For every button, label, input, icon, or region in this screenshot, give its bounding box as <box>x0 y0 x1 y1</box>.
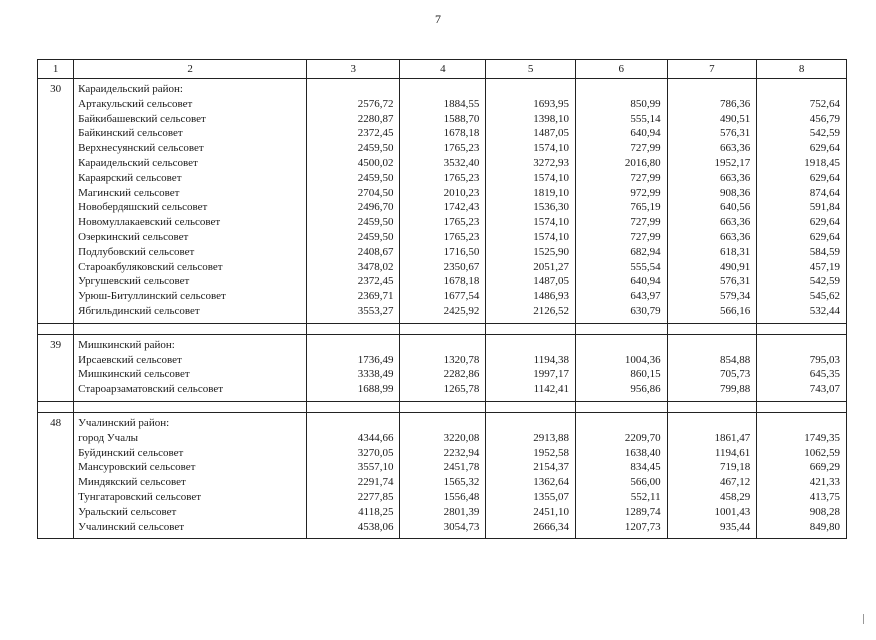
value-column-4 <box>400 412 486 538</box>
page-number: 7 <box>435 12 441 26</box>
settlement-name: Мансуровский сельсовет <box>78 461 196 474</box>
settlement-name: Тунгатаровский сельсовет <box>78 490 202 503</box>
value-column-3 <box>307 334 400 401</box>
value-column-6 <box>576 334 668 401</box>
settlement-name: Байкинский сельсовет <box>78 127 183 140</box>
header-cell: 1 <box>38 60 74 79</box>
district-value-blank <box>404 416 479 431</box>
value-cell: 972,99 <box>630 186 661 199</box>
district-value-blank <box>311 416 393 431</box>
value-cell: 1693,95 <box>533 97 570 110</box>
settlement-name: Староакбуляковский сельсовет <box>78 260 223 273</box>
value-cell: 2282,86 <box>443 368 480 381</box>
section-number: 30 <box>38 79 74 324</box>
settlement-name: Верхнесуянский сельсовет <box>78 142 204 155</box>
value-cell: 576,31 <box>720 275 751 288</box>
value-cell: 2425,92 <box>443 304 480 317</box>
district-section <box>38 412 847 538</box>
settlement-name: Магинский сельсовет <box>78 186 180 199</box>
header-cell: 7 <box>667 60 757 79</box>
settlement-name: Уральский сельсовет <box>78 505 177 518</box>
value-cell: 1716,50 <box>443 245 480 258</box>
header-row <box>38 60 847 79</box>
value-cell: 457,19 <box>809 260 840 273</box>
value-cell: 1574,10 <box>533 142 570 155</box>
value-cell: 908,36 <box>720 186 751 199</box>
scan-mark <box>863 614 866 624</box>
value-cell: 849,80 <box>809 520 840 533</box>
value-cell: 413,75 <box>809 490 840 503</box>
value-cell: 874,64 <box>809 186 840 199</box>
value-cell: 1207,73 <box>624 520 661 533</box>
value-column-3 <box>307 79 400 324</box>
value-cell: 618,31 <box>720 245 751 258</box>
value-cell: 2451,78 <box>443 461 480 474</box>
value-cell: 566,16 <box>720 304 751 317</box>
value-cell: 1398,10 <box>533 112 570 125</box>
value-column-5 <box>486 79 576 324</box>
tariff-table <box>37 59 847 539</box>
value-cell: 663,36 <box>720 216 751 229</box>
value-cell: 1565,32 <box>443 476 480 489</box>
value-cell: 786,36 <box>720 97 751 110</box>
value-cell: 1742,43 <box>443 201 480 214</box>
header-cell: 6 <box>576 60 668 79</box>
value-cell: 2459,50 <box>357 171 394 184</box>
value-cell: 566,00 <box>630 476 661 489</box>
value-cell: 4500,02 <box>357 156 394 169</box>
value-cell: 645,35 <box>809 368 840 381</box>
value-cell: 1749,35 <box>804 431 840 444</box>
value-cell: 555,14 <box>630 112 661 125</box>
value-cell: 3272,93 <box>533 156 570 169</box>
value-cell: 421,33 <box>809 476 840 489</box>
district-name: Мишкинский район: <box>78 338 175 351</box>
value-cell: 799,88 <box>720 383 751 396</box>
value-cell: 2051,27 <box>533 260 570 273</box>
section-gap <box>38 323 847 334</box>
value-cell: 4344,66 <box>357 431 394 444</box>
district-value-blank <box>404 338 479 353</box>
value-cell: 1677,54 <box>443 290 480 303</box>
value-cell: 640,94 <box>630 127 661 140</box>
settlement-name: Урюш-Битуллинский сельсовет <box>78 290 226 303</box>
value-cell: 935,44 <box>720 520 751 533</box>
value-cell: 1574,10 <box>533 230 570 243</box>
district-value-blank <box>580 416 661 431</box>
value-cell: 458,29 <box>720 490 751 503</box>
district-value-blank <box>672 338 751 353</box>
value-cell: 1678,18 <box>443 275 480 288</box>
value-cell: 2016,80 <box>624 156 661 169</box>
value-cell: 1001,43 <box>714 505 751 518</box>
value-cell: 956,86 <box>630 383 661 396</box>
names-column <box>74 412 307 538</box>
value-cell: 2801,39 <box>443 505 480 518</box>
value-column-7 <box>667 412 757 538</box>
value-cell: 2010,23 <box>443 186 480 199</box>
settlement-name: Караярский сельсовет <box>78 171 182 184</box>
value-cell: 629,64 <box>809 216 840 229</box>
value-cell: 1884,55 <box>443 97 480 110</box>
district-value-blank <box>580 338 661 353</box>
section-number: 48 <box>38 412 74 538</box>
value-cell: 542,59 <box>809 127 840 140</box>
value-cell: 3270,05 <box>357 446 394 459</box>
value-cell: 2496,70 <box>357 201 394 214</box>
value-cell: 3054,73 <box>443 520 480 533</box>
value-cell: 669,29 <box>809 461 840 474</box>
value-cell: 727,99 <box>630 142 661 155</box>
value-column-8 <box>757 412 847 538</box>
value-cell: 4118,25 <box>358 505 394 518</box>
value-cell: 456,79 <box>809 112 840 125</box>
value-cell: 2280,87 <box>357 112 394 125</box>
value-cell: 1355,07 <box>533 490 570 503</box>
district-name: Караидельский район: <box>78 83 183 95</box>
value-cell: 1918,45 <box>804 156 840 169</box>
value-cell: 1819,10 <box>533 186 570 199</box>
value-cell: 854,88 <box>720 353 751 366</box>
value-cell: 2913,88 <box>533 431 570 444</box>
value-cell: 640,94 <box>630 275 661 288</box>
settlement-name: Ургушевский сельсовет <box>78 275 190 288</box>
value-cell: 1574,10 <box>533 216 570 229</box>
district-value-blank <box>490 338 569 353</box>
value-cell: 705,73 <box>720 368 751 381</box>
district-value-blank <box>580 82 661 97</box>
value-cell: 1062,59 <box>804 446 840 459</box>
value-cell: 1536,30 <box>533 201 570 214</box>
value-cell: 2154,37 <box>533 461 570 474</box>
value-cell: 1952,58 <box>533 446 570 459</box>
value-column-7 <box>667 79 757 324</box>
value-cell: 1952,17 <box>714 156 751 169</box>
value-cell: 3553,27 <box>357 304 394 317</box>
value-cell: 1638,40 <box>624 446 661 459</box>
value-cell: 1004,36 <box>624 353 661 366</box>
value-cell: 3478,02 <box>357 260 394 273</box>
value-cell: 1556,48 <box>443 490 480 503</box>
value-cell: 3338,49 <box>357 368 394 381</box>
settlement-name: Учалинский сельсовет <box>78 520 185 533</box>
settlement-name: город Учалы <box>78 431 139 444</box>
value-cell: 3220,08 <box>443 431 480 444</box>
value-cell: 2666,34 <box>533 520 570 533</box>
value-cell: 727,99 <box>630 230 661 243</box>
value-cell: 490,51 <box>720 112 751 125</box>
district-value-blank <box>311 82 393 97</box>
district-value-blank <box>761 338 840 353</box>
settlement-name: Караидельский сельсовет <box>78 156 198 169</box>
value-cell: 1289,74 <box>624 505 661 518</box>
value-cell: 860,15 <box>630 368 661 381</box>
value-column-3 <box>307 412 400 538</box>
value-cell: 1486,93 <box>533 290 570 303</box>
settlement-name: Миндякский сельсовет <box>78 476 186 489</box>
value-cell: 2704,50 <box>357 186 394 199</box>
value-cell: 719,18 <box>720 461 751 474</box>
district-value-blank <box>311 338 393 353</box>
value-cell: 3532,40 <box>443 156 480 169</box>
value-cell: 2459,50 <box>357 230 394 243</box>
value-cell: 2232,94 <box>443 446 480 459</box>
value-cell: 4538,06 <box>357 520 394 533</box>
settlement-name: Новобердяшский сельсовет <box>78 201 208 214</box>
value-cell: 490,91 <box>720 260 751 273</box>
value-cell: 1194,38 <box>533 353 570 366</box>
value-cell: 765,19 <box>630 201 661 214</box>
value-cell: 850,99 <box>630 97 661 110</box>
value-cell: 576,31 <box>720 127 751 140</box>
value-cell: 2451,10 <box>533 505 570 518</box>
value-cell: 2459,50 <box>357 216 394 229</box>
value-cell: 1861,47 <box>714 431 751 444</box>
header-cell: 2 <box>74 60 307 79</box>
value-cell: 752,64 <box>809 97 840 110</box>
value-cell: 1765,23 <box>443 171 480 184</box>
names-column <box>74 334 307 401</box>
settlement-name: Ирсаевский сельсовет <box>78 353 182 366</box>
value-cell: 1320,78 <box>443 353 480 366</box>
names-column <box>74 79 307 324</box>
value-column-6 <box>576 412 668 538</box>
value-cell: 3557,10 <box>357 461 394 474</box>
value-cell: 1194,61 <box>714 446 751 459</box>
value-cell: 1765,23 <box>443 230 480 243</box>
value-cell: 555,54 <box>630 260 661 273</box>
settlement-name: Староарзаматовский сельсовет <box>78 383 224 396</box>
value-cell: 1765,23 <box>443 142 480 155</box>
section-gap <box>38 401 847 412</box>
value-cell: 1142,41 <box>533 383 570 396</box>
district-name: Учалинский район: <box>78 416 170 429</box>
settlement-name: Байкибашевский сельсовет <box>78 112 206 125</box>
section-number: 39 <box>38 334 74 401</box>
value-column-7 <box>667 334 757 401</box>
district-value-blank <box>761 416 840 431</box>
value-column-5 <box>486 334 576 401</box>
value-column-4 <box>400 334 486 401</box>
value-cell: 2277,85 <box>357 490 394 503</box>
value-cell: 532,44 <box>809 304 840 317</box>
value-cell: 629,64 <box>809 171 840 184</box>
value-cell: 467,12 <box>720 476 751 489</box>
value-cell: 2209,70 <box>624 431 661 444</box>
district-value-blank <box>490 416 569 431</box>
value-cell: 579,34 <box>720 290 751 303</box>
value-cell: 682,94 <box>630 245 661 258</box>
value-cell: 663,36 <box>720 171 751 184</box>
value-column-5 <box>486 412 576 538</box>
value-cell: 727,99 <box>630 171 661 184</box>
value-cell: 2459,50 <box>357 142 394 155</box>
district-value-blank <box>672 82 751 97</box>
value-cell: 545,62 <box>809 290 840 303</box>
value-cell: 552,11 <box>630 490 661 503</box>
district-section <box>38 79 847 324</box>
value-cell: 542,59 <box>809 275 840 288</box>
settlement-name: Мишкинский сельсовет <box>78 368 190 381</box>
value-cell: 584,59 <box>809 245 840 258</box>
value-cell: 2372,45 <box>357 127 394 140</box>
value-cell: 795,03 <box>809 353 840 366</box>
district-section <box>38 334 847 401</box>
value-cell: 663,36 <box>720 142 751 155</box>
district-value-blank <box>672 416 751 431</box>
settlement-name: Подлубовский сельсовет <box>78 245 195 258</box>
value-cell: 1688,99 <box>357 383 394 396</box>
value-cell: 1265,78 <box>443 383 480 396</box>
value-cell: 2372,45 <box>357 275 394 288</box>
settlement-name: Ябгильдинский сельсовет <box>78 304 200 317</box>
header-cell: 4 <box>400 60 486 79</box>
value-cell: 743,07 <box>809 383 840 396</box>
value-cell: 727,99 <box>630 216 661 229</box>
value-cell: 2408,67 <box>357 245 394 258</box>
value-cell: 1588,70 <box>443 112 480 125</box>
value-cell: 2350,67 <box>443 260 480 273</box>
header-cell: 5 <box>486 60 576 79</box>
value-cell: 908,28 <box>809 505 840 518</box>
value-cell: 1997,17 <box>533 368 570 381</box>
settlement-name: Новомуллакаевский сельсовет <box>78 216 221 229</box>
value-cell: 2126,52 <box>533 304 570 317</box>
value-cell: 663,36 <box>720 230 751 243</box>
settlement-name: Озеркинский сельсовет <box>78 230 189 243</box>
header-cell: 3 <box>307 60 400 79</box>
district-value-blank <box>404 82 479 97</box>
value-cell: 834,45 <box>630 461 661 474</box>
value-cell: 629,64 <box>809 142 840 155</box>
value-cell: 1765,23 <box>443 216 480 229</box>
value-column-6 <box>576 79 668 324</box>
value-cell: 591,84 <box>809 201 840 214</box>
value-cell: 1574,10 <box>533 171 570 184</box>
value-cell: 1487,05 <box>533 275 570 288</box>
value-cell: 1736,49 <box>357 353 394 366</box>
value-column-8 <box>757 79 847 324</box>
district-value-blank <box>761 82 840 97</box>
value-cell: 629,64 <box>809 230 840 243</box>
value-cell: 1362,64 <box>533 476 570 489</box>
district-value-blank <box>490 82 569 97</box>
value-cell: 1487,05 <box>533 127 570 140</box>
value-cell: 640,56 <box>720 201 751 214</box>
settlement-name: Артакульский сельсовет <box>78 97 193 110</box>
value-cell: 2576,72 <box>357 97 394 110</box>
value-cell: 643,97 <box>630 290 661 303</box>
value-cell: 630,79 <box>630 304 661 317</box>
value-cell: 2291,74 <box>357 476 394 489</box>
value-cell: 1525,90 <box>533 245 570 258</box>
value-cell: 1678,18 <box>443 127 480 140</box>
value-column-4 <box>400 79 486 324</box>
header-cell: 8 <box>757 60 847 79</box>
settlement-name: Буйдинский сельсовет <box>78 446 184 459</box>
value-cell: 2369,71 <box>357 290 394 303</box>
value-column-8 <box>757 334 847 401</box>
